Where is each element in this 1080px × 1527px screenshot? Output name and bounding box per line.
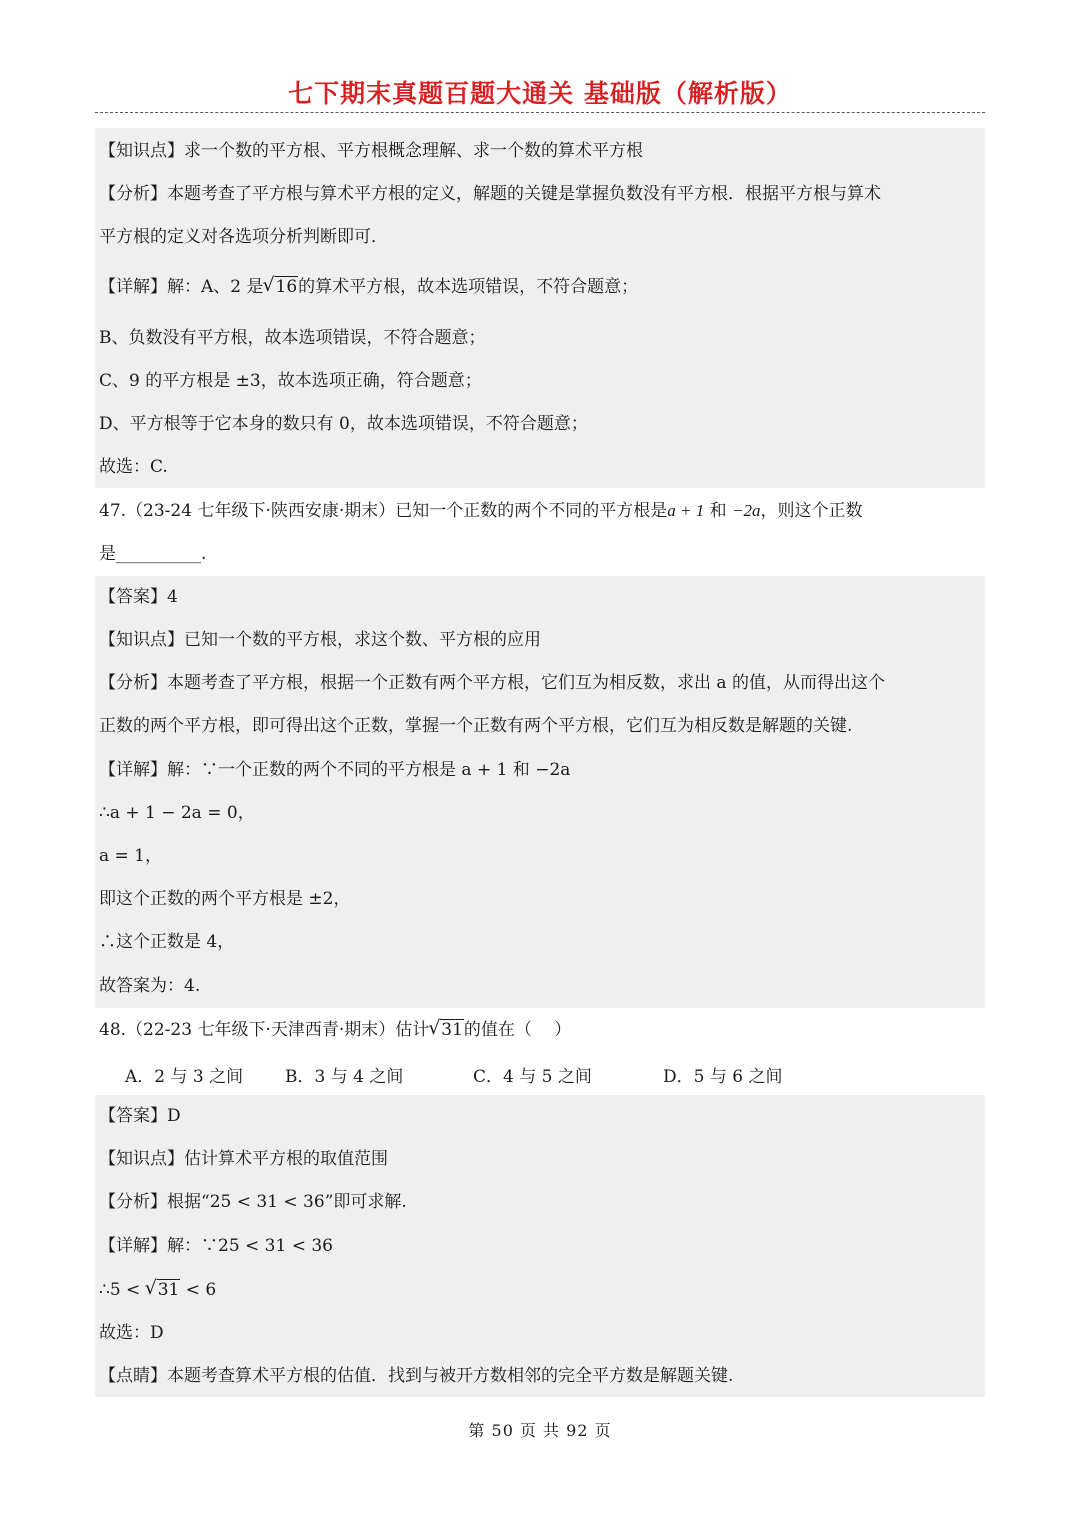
q46-detail-c: C、9 的平方根是 ±3，故本选项正确，符合题意； <box>99 371 482 391</box>
q48-stem-block <box>95 1009 985 1059</box>
q47-step-3: 即这个正数的两个平方根是 ±2， <box>99 889 351 909</box>
q48-detail: 【详解】解：∵25 < 31 < 36 <box>99 1236 333 1256</box>
q46-detail-d: D、平方根等于它本身的数只有 0，故本选项错误，不符合题意； <box>99 414 588 434</box>
q48-solution-block <box>95 1095 985 1397</box>
q48-stem <box>99 1019 571 1041</box>
q47-stem-pre: 47.（23-24 七年级下·陕西安康·期末）已知一个正数的两个不同的平方根是 <box>99 501 668 521</box>
q47-knowledge: 【知识点】已知一个数的平方根，求这个数、平方根的应用 <box>99 630 541 650</box>
q47-answer: 【答案】4 <box>99 587 178 607</box>
page-number: 第 50 页 共 92 页 <box>468 1421 612 1440</box>
q46-knowledge: 【知识点】求一个数的平方根、平方根概念理解、求一个数的算术平方根 <box>99 141 643 161</box>
q47-analysis-line-1: 【分析】本题考查了平方根，根据一个正数有两个平方根，它们互为相反数，求出 a 的值，从而得出这个 <box>99 673 885 693</box>
q47-solution-block <box>95 576 985 1008</box>
q47-step-2: a = 1， <box>99 846 163 866</box>
q48-choice: 故选：D <box>99 1323 164 1343</box>
q48-step-post: < 6 <box>185 1280 217 1300</box>
q46-analysis-line-1: 【分析】本题考查了平方根与算术平方根的定义，解题的关键是掌握负数没有平方根．根据平方根与算术 <box>99 184 881 204</box>
q48-stem-post: 的值在（ ） <box>463 1020 572 1040</box>
document-title: 七下期末真题百题大通关 基础版（解析版） <box>288 79 792 108</box>
q47-detail: 【详解】解：∵一个正数的两个不同的平方根是 a + 1 和 −2a <box>99 760 571 780</box>
sqrt-expression <box>146 1279 181 1301</box>
q48-answer: 【答案】D <box>99 1106 181 1126</box>
q48-step <box>99 1279 216 1301</box>
q47-expr-2: −2a <box>732 501 761 520</box>
q47-step-4: ∴这个正数是 4， <box>99 932 235 952</box>
q47-stem-mid: 和 <box>704 501 733 521</box>
q48-comment: 【点睛】本题考查算术平方根的估值．找到与被开方数相邻的完全平方数是解题关键. <box>99 1366 734 1386</box>
q47-final: 故答案为：4. <box>99 976 201 996</box>
radicand: 31 <box>157 1280 180 1300</box>
q47-step-1: ∴a + 1 − 2a = 0， <box>99 803 255 823</box>
sqrt-expression <box>264 276 299 298</box>
q46-detail-a-post: 的算术平方根，故本选项错误，不符合题意； <box>298 277 639 297</box>
q48-option-b: B．3 与 4 之间 <box>285 1067 404 1087</box>
radicand: 31 <box>441 1020 463 1040</box>
q46-solution-block <box>95 128 985 488</box>
q48-analysis: 【分析】根据“25 < 31 < 36”即可求解. <box>99 1192 407 1212</box>
q46-detail-a-pre: 【详解】解：A、2 是 <box>99 277 264 297</box>
q48-option-a: A．2 与 3 之间 <box>125 1067 244 1087</box>
q46-analysis-line-2: 平方根的定义对各选项分析判断即可． <box>99 227 388 247</box>
radicand: 16 <box>275 277 298 297</box>
q47-stem-post: ，则这个正数 <box>760 501 863 521</box>
q46-detail-b: B、负数没有平方根，故本选项错误，不符合题意； <box>99 328 486 348</box>
q46-choice: 故选：C. <box>99 457 168 477</box>
q48-options <box>95 1062 985 1087</box>
q48-option-c: C．4 与 5 之间 <box>473 1067 592 1087</box>
sqrt-expression <box>429 1019 464 1041</box>
q47-stem-block <box>95 489 985 575</box>
q47-stem-line-2: 是__________. <box>99 544 207 564</box>
q48-stem-pre: 48.（22-23 七年级下·天津西青·期末）估计 <box>99 1020 430 1040</box>
q46-detail-a <box>99 276 638 298</box>
q48-knowledge: 【知识点】估计算术平方根的取值范围 <box>99 1149 388 1169</box>
q47-expr-1: a + 1 <box>667 501 705 520</box>
q47-analysis-line-2: 正数的两个平方根，即可得出这个正数，掌握一个正数有两个平方根，它们互为相反数是解题的关键. <box>99 716 853 736</box>
header-divider <box>95 112 985 113</box>
q48-step-pre: ∴5 < <box>99 1280 141 1300</box>
q47-stem-line-1 <box>99 500 863 522</box>
q48-option-d: D．5 与 6 之间 <box>663 1067 783 1087</box>
